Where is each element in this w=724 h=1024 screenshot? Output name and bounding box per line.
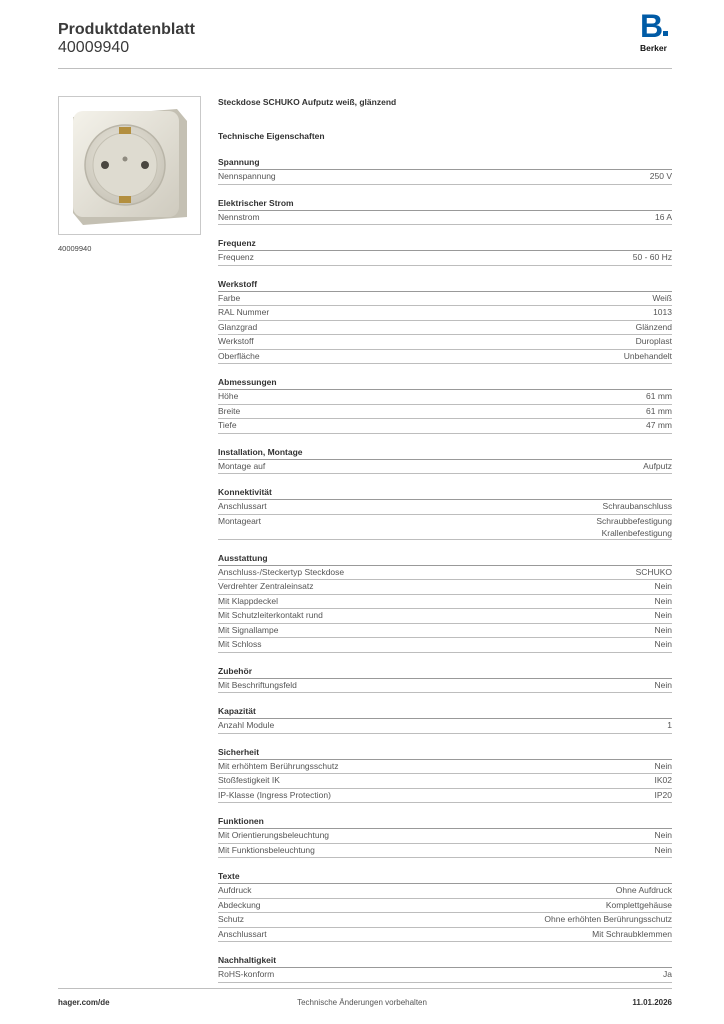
property-value: Ohne erhöhten Berührungsschutz [544, 914, 672, 924]
footer-date: 11.01.2026 [632, 998, 672, 1007]
property-value-line: Schraubbefestigung [596, 515, 672, 526]
section [218, 197, 672, 226]
section [218, 705, 672, 734]
property-row [218, 928, 672, 943]
property-row [218, 638, 672, 653]
section [218, 870, 672, 942]
property-label: Farbe [218, 292, 241, 303]
property-label: Glanzgrad [218, 321, 258, 332]
section-title: Funktionen [218, 815, 672, 829]
property-label: RoHS-konform [218, 969, 275, 979]
property-row [218, 595, 672, 610]
section-title: Abmessungen [218, 376, 672, 390]
property-value: IK02 [654, 775, 672, 785]
property-sections [218, 156, 672, 983]
section-title: Nachhaltigkeit [218, 954, 672, 968]
property-label: Nennspannung [218, 171, 276, 181]
property-label: Montage auf [218, 460, 266, 471]
socket-illustration [59, 97, 200, 234]
property-row [218, 580, 672, 595]
property-row [218, 515, 672, 540]
property-label: Anzahl Module [218, 720, 275, 730]
property-value: Nein [654, 624, 672, 635]
property-row [218, 460, 672, 475]
section [218, 552, 672, 653]
section-title: Ausstattung [218, 552, 672, 566]
property-label: Mit erhöhtem Berührungsschutz [218, 760, 339, 771]
section-title: Installation, Montage [218, 446, 672, 460]
section-title: Konnektivität [218, 486, 672, 500]
section [218, 665, 672, 694]
property-row [218, 968, 672, 983]
section [218, 746, 672, 804]
property-value: 1 [667, 720, 672, 730]
property-value: 61 mm [646, 405, 672, 416]
property-label: Mit Klappdeckel [218, 595, 279, 606]
section [218, 954, 672, 983]
section [218, 278, 672, 365]
section [218, 156, 672, 185]
property-row [218, 321, 672, 336]
property-row [218, 390, 672, 405]
document-title: Produktdatenblatt [58, 21, 195, 38]
section [218, 237, 672, 266]
datasheet-content [218, 96, 672, 983]
footer-divider [58, 988, 672, 989]
property-value: Nein [654, 595, 672, 606]
section-title: Sicherheit [218, 746, 672, 760]
section [218, 376, 672, 434]
property-label: Verdrehter Zentraleinsatz [218, 581, 314, 591]
property-value: 50 - 60 Hz [632, 252, 672, 262]
property-label: Oberfläche [218, 350, 260, 361]
property-value: Nein [654, 844, 672, 855]
property-value: Ja [663, 969, 672, 979]
property-label: Schutz [218, 914, 244, 924]
property-value: Nein [654, 830, 672, 840]
property-label: RAL Nummer [218, 307, 270, 317]
property-value: 250 V [649, 171, 672, 181]
property-label: Breite [218, 405, 241, 416]
property-value: Aufputz [643, 460, 672, 471]
property-row [218, 913, 672, 928]
property-label: Montageart [218, 515, 261, 526]
property-label: Abdeckung [218, 899, 261, 910]
product-title: Steckdose SCHUKO Aufputz weiß, glänzend [218, 97, 397, 107]
property-label: Mit Beschriftungsfeld [218, 679, 297, 690]
property-row [218, 774, 672, 789]
property-row [218, 350, 672, 365]
property-label: IP-Klasse (Ingress Protection) [218, 789, 331, 800]
property-value: Weiß [652, 292, 672, 303]
property-value: Nein [654, 760, 672, 771]
property-label: Anschlussart [218, 501, 267, 511]
property-value: Nein [654, 581, 672, 591]
property-label: Höhe [218, 391, 239, 401]
property-label: Aufdruck [218, 885, 252, 895]
property-value: Nein [654, 610, 672, 620]
footer-website[interactable]: hager.com/de [58, 998, 110, 1007]
property-label: Stoßfestigkeit IK [218, 775, 280, 785]
logo-letter: B [640, 8, 664, 44]
footer-notice: Technische Änderungen vorbehalten [297, 998, 427, 1007]
property-label: Mit Schutzleiterkontakt rund [218, 610, 323, 620]
property-value: Nein [654, 639, 672, 649]
property-row [218, 251, 672, 266]
property-row [218, 211, 672, 226]
logo-dot [663, 31, 668, 36]
header-divider [58, 68, 672, 69]
property-value: SCHUKO [635, 566, 672, 577]
image-caption: 40009940 [58, 244, 92, 253]
property-value: 47 mm [646, 420, 672, 430]
section-title: Frequenz [218, 237, 672, 251]
property-value: Komplettgehäuse [605, 899, 672, 910]
section [218, 486, 672, 540]
property-label: Mit Signallampe [218, 624, 279, 635]
property-value: Unbehandelt [623, 350, 672, 361]
property-row [218, 899, 672, 914]
property-row [218, 844, 672, 859]
berker-logo [640, 8, 674, 56]
property-row [218, 679, 672, 694]
property-label: Mit Funktionsbeleuchtung [218, 844, 315, 855]
section-title: Spannung [218, 156, 672, 170]
property-row [218, 624, 672, 639]
property-value-line: Krallenbefestigung [601, 527, 672, 538]
property-value: Duroplast [635, 336, 672, 346]
property-value: Mit Schraubklemmen [592, 928, 672, 939]
property-value: 16 A [654, 211, 672, 222]
section-title: Zubehör [218, 665, 672, 679]
property-value: Schraubanschluss [602, 501, 672, 511]
property-label: Nennstrom [218, 211, 260, 222]
property-row [218, 500, 672, 515]
property-value: Nein [654, 679, 672, 690]
property-label: Werkstoff [218, 336, 254, 346]
property-row [218, 335, 672, 350]
section-title: Elektrischer Strom [218, 197, 672, 211]
property-value: 1013 [653, 307, 672, 317]
property-row [218, 609, 672, 624]
property-row [218, 566, 672, 581]
property-row [218, 884, 672, 899]
property-label: Frequenz [218, 252, 254, 262]
document-number: 40009940 [58, 39, 130, 56]
property-row [218, 829, 672, 844]
property-value: Ohne Aufdruck [615, 885, 672, 895]
technical-properties-heading: Technische Eigenschaften [218, 131, 325, 141]
property-label: Anschluss-/Steckertyp Steckdose [218, 566, 345, 577]
section-title: Werkstoff [218, 278, 672, 292]
property-row [218, 292, 672, 307]
section [218, 815, 672, 858]
property-label: Anschlussart [218, 928, 267, 939]
property-row [218, 405, 672, 420]
property-value [596, 515, 672, 539]
property-row [218, 419, 672, 434]
property-row [218, 306, 672, 321]
property-row [218, 719, 672, 734]
property-row [218, 170, 672, 185]
property-label: Mit Orientierungsbeleuchtung [218, 830, 330, 840]
property-value: Glänzend [635, 321, 672, 332]
property-value: 61 mm [646, 391, 672, 401]
product-image [58, 96, 201, 235]
logo-brand-name: Berker [640, 43, 667, 53]
property-label: Tiefe [218, 420, 237, 430]
property-row [218, 760, 672, 775]
property-label: Mit Schloss [218, 639, 262, 649]
section-title: Texte [218, 870, 672, 884]
property-value: IP20 [654, 789, 672, 800]
section-title: Kapazität [218, 705, 672, 719]
section [218, 446, 672, 475]
property-row [218, 789, 672, 804]
